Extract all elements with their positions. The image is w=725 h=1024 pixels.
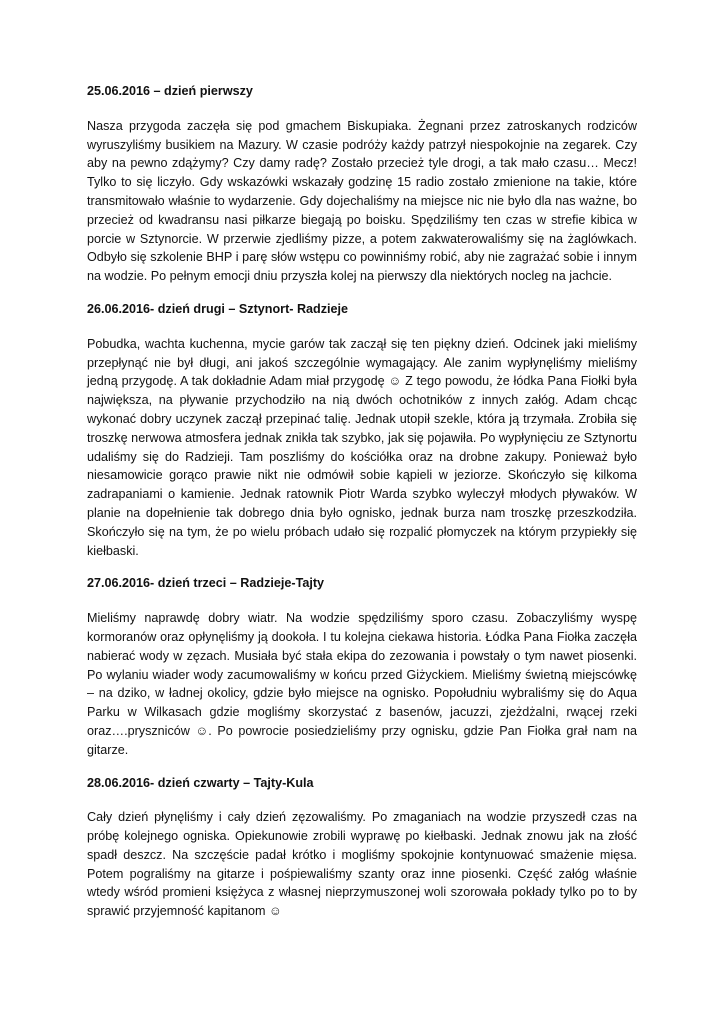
entry-paragraph: Mieliśmy naprawdę dobry wiatr. Na wodzie spędziliśmy sporo czasu. Zobaczyliśmy wyspę kormoranów oraz opłynęliśmy ją dookoła. I tu kolejna ciekawa historia. Łódka Pana Fiołka zaczęła nabierać wody w zęzach. Musiała być stała ekipa do zezowania i powstały o tym nawet piosenki. Po wylaniu wiader wody zacumowaliśmy w końcu przed Giżyckiem. Mieliśmy świetną miejscówkę – na dziko, w ładnej okolicy, gdzie było miejsce na ognisko. Popołudniu wybraliśmy się do Aqua Parku w Wilkasach gdzie mogliśmy skorzystać z basenów, jacuzzi, zjeżdżalni, rwącej rzeki oraz….pryszniców ☺. Po powrocie posiedzieliśmy przy ognisku, gdzie Pan Fiołka grał nam na gitarze. <box>87 611 637 757</box>
entry-heading: 25.06.2016 – dzień pierwszy <box>87 84 253 98</box>
day-entry-2 <box>87 300 637 560</box>
day-entry-1 <box>87 82 637 286</box>
day-entry-4 <box>87 774 637 922</box>
entry-heading: 28.06.2016- dzień czwarty – Tajty-Kula <box>87 775 314 790</box>
entry-heading: 26.06.2016- dzień drugi – Sztynort- Radzieje <box>87 301 349 316</box>
day-entry-3 <box>87 574 637 759</box>
entry-paragraph: Cały dzień płynęliśmy i cały dzień zęzowaliśmy. Po zmaganiach na wodzie przyszedł czas na próbę kolejnego ogniska. Opiekunowie zrobili wyprawę po kiełbaski. Jednak znowu jak na złość spadł deszcz. Na szczęście padał krótko i mogliśmy spokojnie kontynuować smażenie mięsa. Potem pograliśmy na gitarze i pośpiewaliśmy szanty oraz inne piosenki. Część załóg właśnie wtedy wśród promieni księżyca z własnej nieprzymuszonej woli szorowała pokłady tylko po to by sprawić przyjemność kapitanom ☺ <box>87 810 637 919</box>
entry-paragraph: Pobudka, wachta kuchenna, mycie garów tak zaczął się ten piękny dzień. Odcinek jaki mieliśmy przepłynąć nie był długi, ani jakoś szczególnie wymagający. Ale zanim wypłynęliśmy mieliśmy jedną przygodę. A tak dokładnie Adam miał przygodę ☺ Z tego powodu, że łódka Pana Fiołki była największa, na pływanie przychodziło na nią dwóch ochotników z innych załóg. Adam chcąc wykonać dobry uczynek zaczął przepinać talię. Jednak utopił szekle, która ją trzymała. Zrobiła się troszkę nerwowa atmosfera jednak znikła tak szybko, jak się pojawiła. Po wypłynięciu ze Sztynortu udaliśmy się do Radzieji. Tam poszliśmy do kościółka oraz na drobne zakupy. Ponieważ było niesamowicie gorąco prawie nikt nie odmówił sobie kąpieli w jeziorze. Skończyło się kilkoma zadrapaniami o kamienie. Jednak ratownik Piotr Warda szybko wyleczył młodych pływaków. W planie na dopełnienie tak dobrego dnia było ognisko, jednak burza nam troszkę przeszkodziła. Skończyło się na tym, że po wielu próbach udało się rozpalić płomyczek na którym przypiekły się kiełbaski. <box>87 336 637 558</box>
entry-heading: 27.06.2016- dzień trzeci – Radzieje-Tajty <box>87 576 325 591</box>
entry-paragraph: Nasza przygoda zaczęła się pod gmachem Biskupiaka. Żegnani przez zatroskanych rodziców wyruszyliśmy busikiem na Mazury. W czasie podróży każdy patrzył niespokojnie na zegarek. Czy aby na pewno zdążymy? Czy damy radę? Zostało przecież tyle drogi, a tak mało czasu… Mecz! Tylko to się liczyło. Gdy wskazówki wskazały godzinę 15 radio zostało zmienione na takie, które transmitowało właśnie to wydarzenie. Gdy dojechaliśmy na miejsce nic nie było dla nas ważne, bo przecież od kwadransu nasi piłkarze biegają po boisku. Spędziliśmy ten czas w strefie kibica w porcie w Sztynorcie. W przerwie zjedliśmy pizze, a potem zakwaterowaliśmy się na żaglówkach. Odbyło się szkolenie BHP i parę słów wstępu co powinniśmy robić, aby nie zagrażać sobie i innym na wodzie. Po pełnym emocji dniu przyszła kolej na pierwszy dla niektórych nocleg na jachcie. <box>87 118 637 284</box>
document-page <box>87 82 637 935</box>
